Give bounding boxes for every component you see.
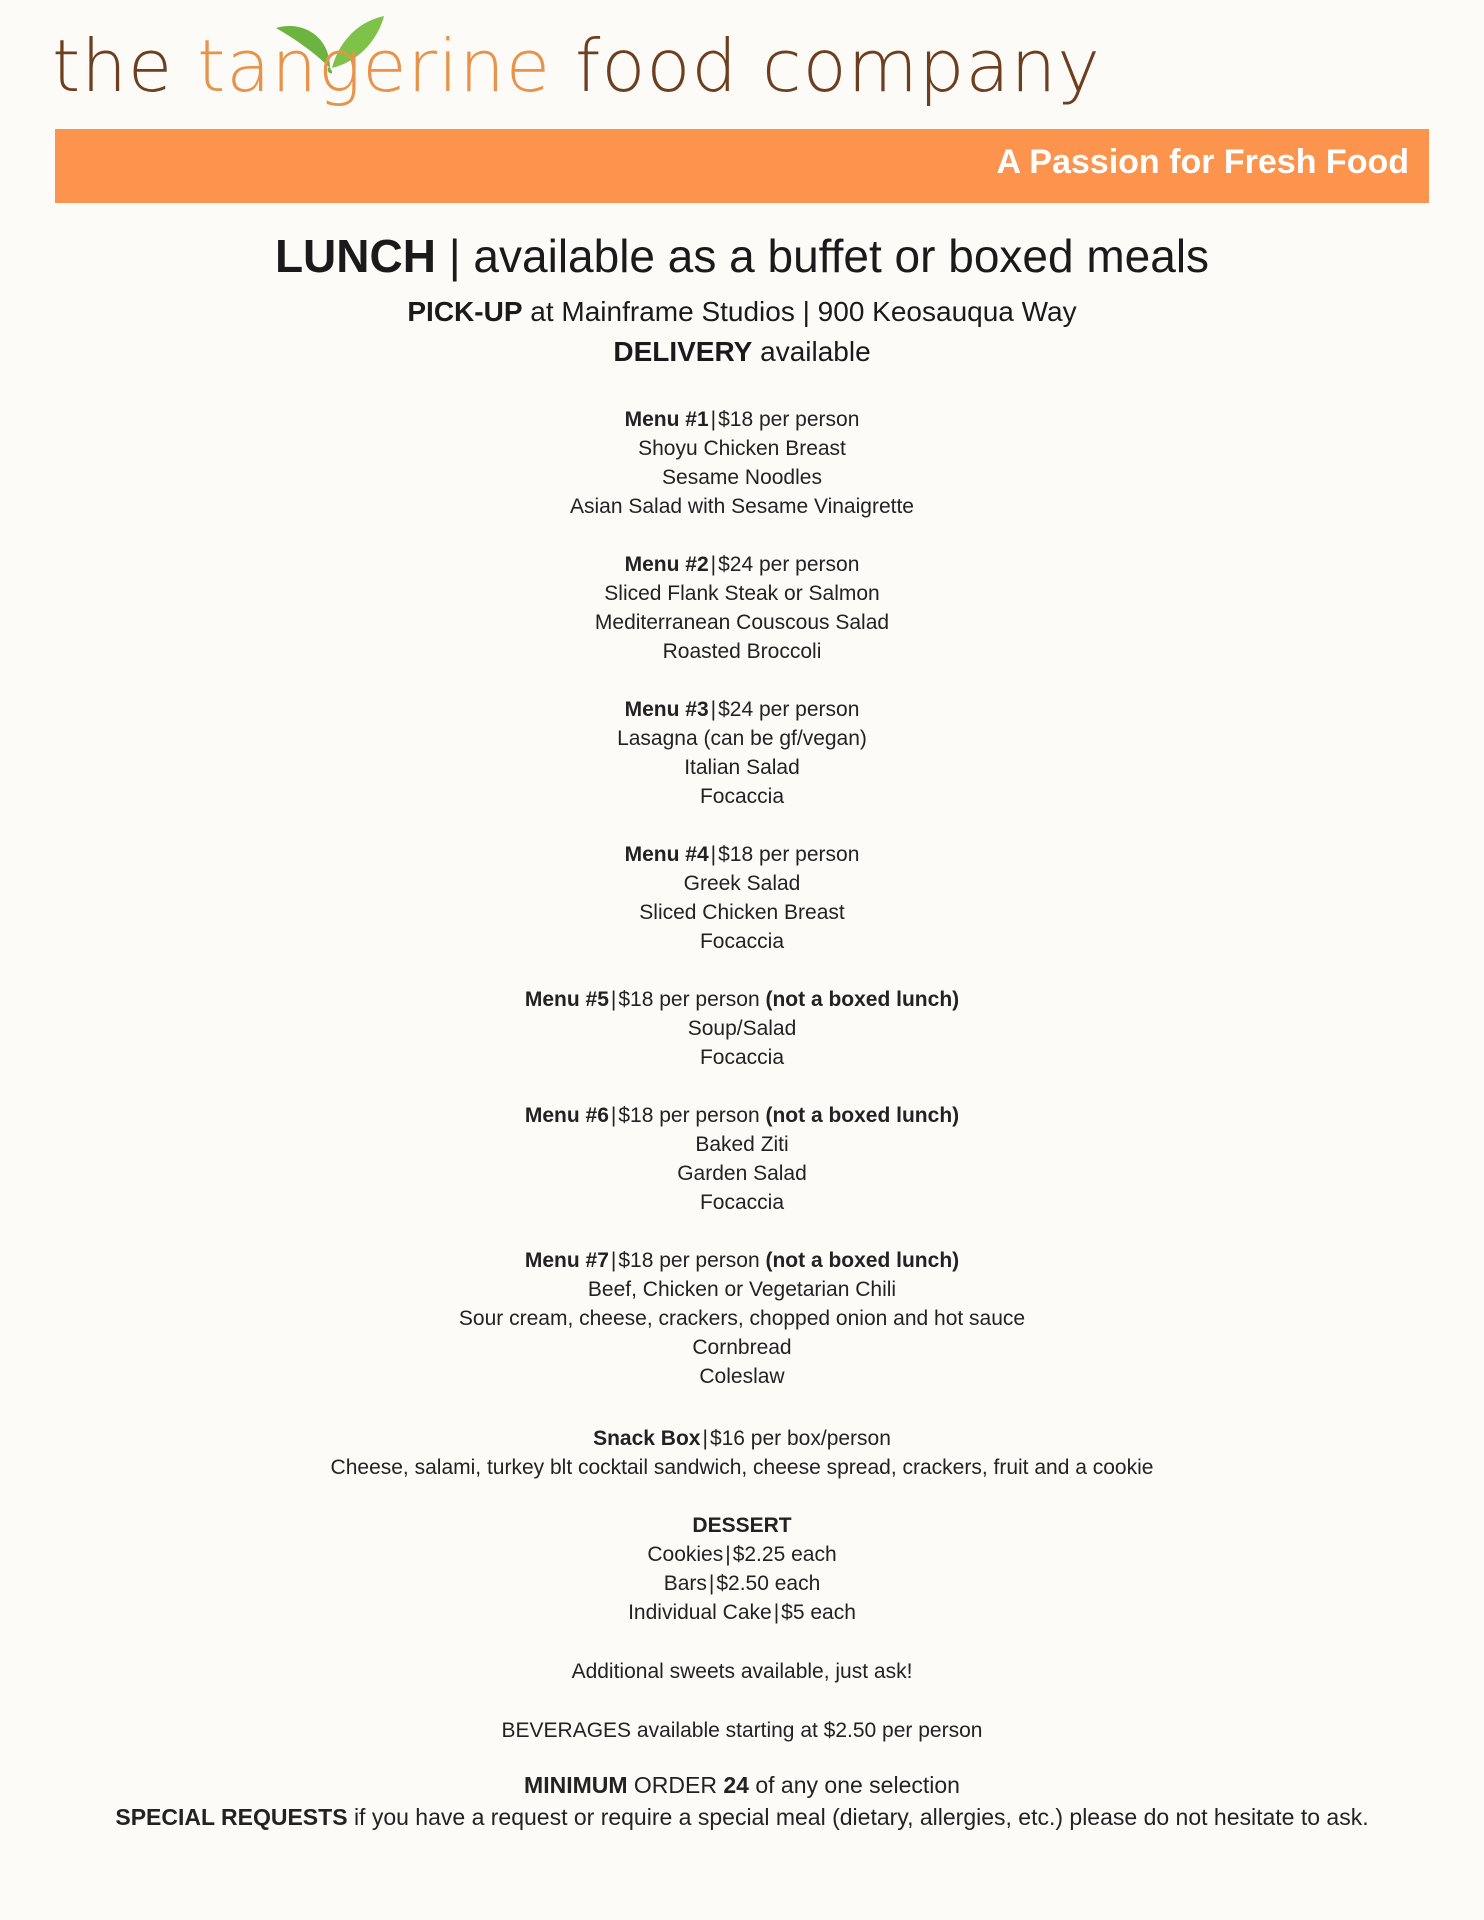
snack-box-price: $16 per box/person [709,1427,891,1450]
logo-word-company: company [762,24,1101,108]
menu-item: Focaccia [699,930,785,953]
snack-box-description: Cheese, salami, turkey blt cocktail sandwich, cheese spread, crackers, fruit and a cookie [330,1456,1154,1479]
menu-heading: Menu #7|$18 per person (not a boxed lunch) [524,1249,960,1272]
menu-item: Sesame Noodles [662,466,822,489]
delivery-line [0,338,1484,366]
special-requests-text: if you have a request or require a special meal (dietary, allergies, etc.) please do not hesitate to ask. [353,1804,1369,1830]
logo-word-food: food [574,24,739,108]
menu-item: Focaccia [699,785,785,808]
menu-name: Menu #1 [624,408,709,431]
menu-name: Menu #2 [624,553,709,576]
title-rest: | available as a buffet or boxed meals [448,230,1210,282]
dessert-item: Cookies|$2.25 each [647,1543,837,1566]
menu-item: Beef, Chicken or Vegetarian Chili [587,1278,897,1301]
dessert-price: $5 each [781,1601,856,1624]
special-requests-line [0,1806,1484,1829]
dessert-heading: DESSERT [692,1514,792,1537]
menu-item: Mediterranean Couscous Salad [594,611,890,634]
minimum-order-word: ORDER [633,1772,717,1798]
title-bold: LUNCH [274,230,436,282]
menu-item: Soup/Salad [687,1017,797,1040]
menu-heading: Menu #6|$18 per person (not a boxed lunch) [524,1104,960,1127]
menu-price: $18 per person [618,1104,760,1127]
menu-item: Sliced Flank Steak or Salmon [604,582,880,605]
menu-name: Menu #5 [524,988,609,1011]
menu-heading: Menu #5|$18 per person (not a boxed lunch) [524,988,960,1011]
dessert-price: $2.25 each [732,1543,837,1566]
page-title [0,230,1484,282]
dessert-name: Cookies [647,1543,724,1566]
menu-name: Menu #4 [624,843,709,866]
menu-price: $18 per person [718,843,860,866]
beverages-note: BEVERAGES available starting at $2.50 per person [501,1719,983,1742]
menu-item: Shoyu Chicken Breast [638,437,846,460]
logo-word-tangerine: tangerine [197,24,552,108]
menu-name: Menu #6 [524,1104,609,1127]
menu-heading: Menu #2|$24 per person [624,553,860,576]
pickup-label: PICK-UP [407,296,523,327]
menu-item: Focaccia [699,1191,785,1214]
menu-price: $18 per person [718,408,860,431]
menu-item: Baked Ziti [695,1133,789,1156]
menu-item: Focaccia [699,1046,785,1069]
menu-item: Sour cream, cheese, crackers, chopped onion and hot sauce [458,1307,1026,1330]
menu-price: $24 per person [718,698,860,721]
dessert-price: $2.50 each [716,1572,821,1595]
snack-box-name: Snack Box [593,1427,701,1450]
logo-word-the: the [52,24,174,108]
menu-note: (not a boxed lunch) [765,988,960,1011]
menu-name: Menu #3 [624,698,709,721]
tagline: A Passion for Fresh Food [996,143,1409,181]
company-logo [52,8,1101,132]
menu-item: Cornbread [692,1336,792,1359]
menu-price: $18 per person [618,1249,760,1272]
snack-box-heading: Snack Box|$16 per box/person [593,1427,891,1450]
menu-heading: Menu #3|$24 per person [624,698,860,721]
menu-heading: Menu #1|$18 per person [624,408,860,431]
menu-price: $18 per person [618,988,760,1011]
menu-heading: Menu #4|$18 per person [624,843,860,866]
menu-note: (not a boxed lunch) [765,1104,960,1127]
dessert-item: Bars|$2.50 each [663,1572,821,1595]
menu-item: Italian Salad [684,756,800,779]
minimum-label: MINIMUM [524,1772,628,1798]
menu-price: $24 per person [718,553,860,576]
tagline-banner [55,129,1429,203]
menu-item: Coleslaw [699,1365,785,1388]
menu-note: (not a boxed lunch) [765,1249,960,1272]
pickup-text: at Mainframe Studios | 900 Keosauqua Way [530,296,1077,327]
menu-item: Lasagna (can be gf/vegan) [617,727,867,750]
dessert-item: Individual Cake|$5 each [628,1601,856,1624]
dessert-name: Individual Cake [628,1601,772,1624]
minimum-order-line [0,1774,1484,1797]
menu-item: Asian Salad with Sesame Vinaigrette [570,495,914,518]
dessert-name: Bars [663,1572,707,1595]
menu-item: Garden Salad [677,1162,807,1185]
menu-item: Sliced Chicken Breast [639,901,845,924]
minimum-rest: of any one selection [755,1772,960,1798]
delivery-text: available [760,336,871,367]
logo-wordmark [52,24,1101,108]
delivery-label: DELIVERY [613,336,753,367]
menu-item: Greek Salad [683,872,801,895]
pickup-line [0,298,1484,326]
special-requests-label: SPECIAL REQUESTS [115,1804,348,1830]
menu-item: Roasted Broccoli [662,640,822,663]
minimum-number: 24 [723,1772,749,1798]
menu-name: Menu #7 [524,1249,609,1272]
sweets-note: Additional sweets available, just ask! [571,1660,913,1683]
